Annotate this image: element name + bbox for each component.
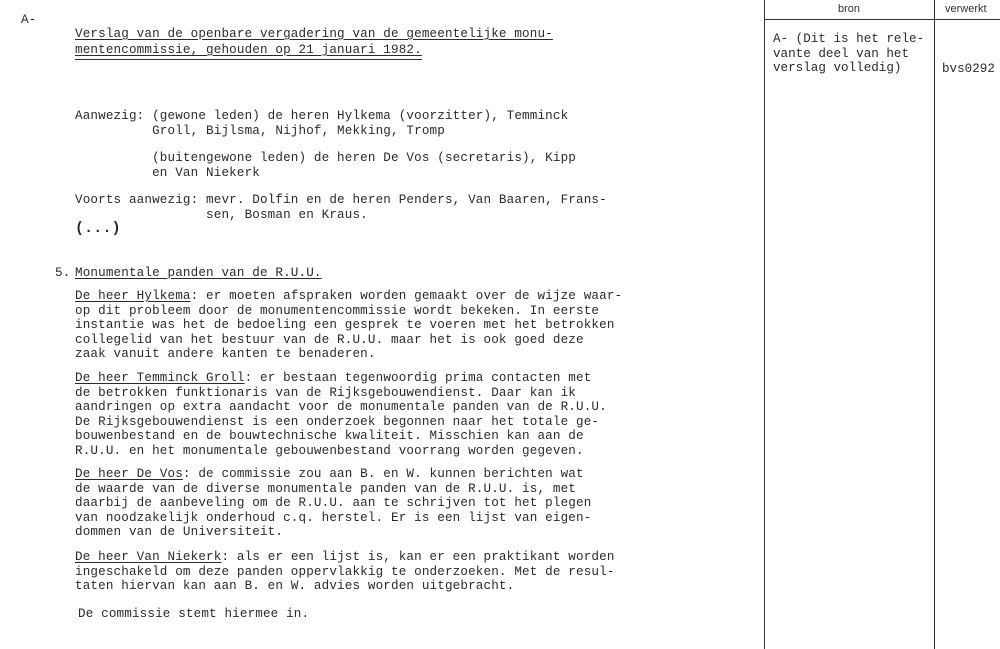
attendance-extra-line-2: en Van Niekerk bbox=[75, 165, 260, 180]
paragraph-text: : als er een lijst is, kan er een praktikant worden bbox=[221, 550, 615, 564]
attendance-present-line-1: Aanwezig: (gewone leden) de heren Hylkema (voorzitter), Temminck bbox=[75, 109, 569, 123]
paragraph-2-line-6: R.U.U. en het monumentale gebouwenbestand voorrang worden gegeven. bbox=[75, 443, 584, 458]
paragraph-text: : er moeten afspraken worden gemaakt over de wijze waar- bbox=[190, 289, 623, 303]
paragraph-1-first-line bbox=[75, 289, 622, 304]
section-number: 5. bbox=[55, 266, 71, 280]
speaker-name: De heer Hylkema bbox=[75, 289, 191, 303]
omission-ellipsis: (...) bbox=[75, 220, 121, 237]
paragraph-1-line-2: op dit probleem door de monumentencommissie wordt bekeken. In eerste bbox=[75, 303, 600, 318]
paragraph-2-line-2: de betrokken funktionaris van de Rijksgebouwendienst. Daar kan ik bbox=[75, 385, 576, 400]
paragraph-2-first-line bbox=[75, 371, 591, 386]
paragraph-3-line-5: dommen van de Universiteit. bbox=[75, 525, 284, 539]
paragraph-4-line-2: ingeschakeld om deze panden oppervlakkig te onderzoeken. Met de resul- bbox=[75, 564, 615, 579]
speaker-name: De heer Temminck Groll bbox=[75, 371, 245, 385]
verwerkt-code: bvs0292 bbox=[942, 62, 995, 76]
paragraph-text: : er bestaan tegenwoordig prima contacten met bbox=[244, 371, 592, 385]
bron-note-line-3: verslag volledig) bbox=[773, 61, 902, 75]
paragraph-text: : de commissie zou aan B. en W. kunnen berichten wat bbox=[182, 467, 584, 481]
bron-column-left-border bbox=[764, 0, 765, 649]
paragraph-4-line-3: taten hiervan kan aan B. en W. advies worden uitgebracht. bbox=[75, 579, 515, 593]
margin-marker: A- bbox=[21, 13, 37, 27]
attendance-also-line-2: sen, Bosman en Kraus. bbox=[75, 207, 368, 222]
bron-note-line-2: vante deel van het bbox=[773, 46, 910, 61]
paragraph-2-line-5: bouwenbestand en de bouwtechnische kwaliteit. Misschien kan aan de bbox=[75, 429, 584, 443]
closing-statement: De commissie stemt hiermee in. bbox=[78, 607, 310, 621]
bron-column-header: bron bbox=[838, 3, 861, 15]
paragraph-3-first-line bbox=[75, 467, 584, 482]
bron-note-line-1: A- (Dit is het rele- bbox=[773, 32, 925, 46]
paragraph-1-line-3: instantie was het de bedoeling een gesprek te voeren met het betrokken bbox=[75, 318, 615, 332]
report-title-line-1: Verslag van de openbare vergadering van de gemeentelijke monu- bbox=[75, 27, 553, 41]
speaker-name: De heer Van Niekerk bbox=[75, 550, 222, 564]
attendance-present-line-2: Groll, Bijlsma, Nijhof, Mekking, Tromp bbox=[75, 123, 445, 138]
paragraph-2-line-4: De Rijksgebouwendienst is een onderzoek begonnen naar het totale ge- bbox=[75, 414, 600, 429]
paragraph-3-line-2: de waarde van de diverse monumentale panden van de R.U.U. is, met bbox=[75, 481, 576, 496]
bron-column-right-border bbox=[934, 0, 935, 649]
attendance-also-line-1: Voorts aanwezig: mevr. Dolfin en de heren Penders, Van Baaren, Frans- bbox=[75, 193, 607, 207]
speaker-name: De heer De Vos bbox=[75, 467, 183, 481]
paragraph-4-first-line bbox=[75, 550, 615, 565]
paragraph-3-line-3: daarbij de aanbeveling om de R.U.U. aan te schrijven tot het plegen bbox=[75, 496, 592, 510]
section-heading: Monumentale panden van de R.U.U. bbox=[75, 266, 322, 280]
paragraph-1-line-4: collegelid van het bestuur van de R.U.U. maar het is ook goed deze bbox=[75, 332, 584, 347]
paragraph-1-line-5: zaak vanuit andere kanten te benaderen. bbox=[75, 347, 376, 361]
paragraph-3-line-4: van noodzakelijk onderhoud c.q. herstel. Er is een lijst van eigen- bbox=[75, 510, 592, 525]
verwerkt-column-header: verwerkt bbox=[945, 3, 987, 15]
attendance-extra-line-1: (buitengewone leden) de heren De Vos (secretaris), Kipp bbox=[75, 151, 576, 165]
paragraph-2-line-3: aandringen op extra aandacht voor de monumentale panden van de R.U.U. bbox=[75, 400, 607, 414]
column-header-divider bbox=[764, 19, 1000, 20]
report-title-line-2: mentencommissie, gehouden op 21 januari 1982. bbox=[75, 43, 422, 60]
